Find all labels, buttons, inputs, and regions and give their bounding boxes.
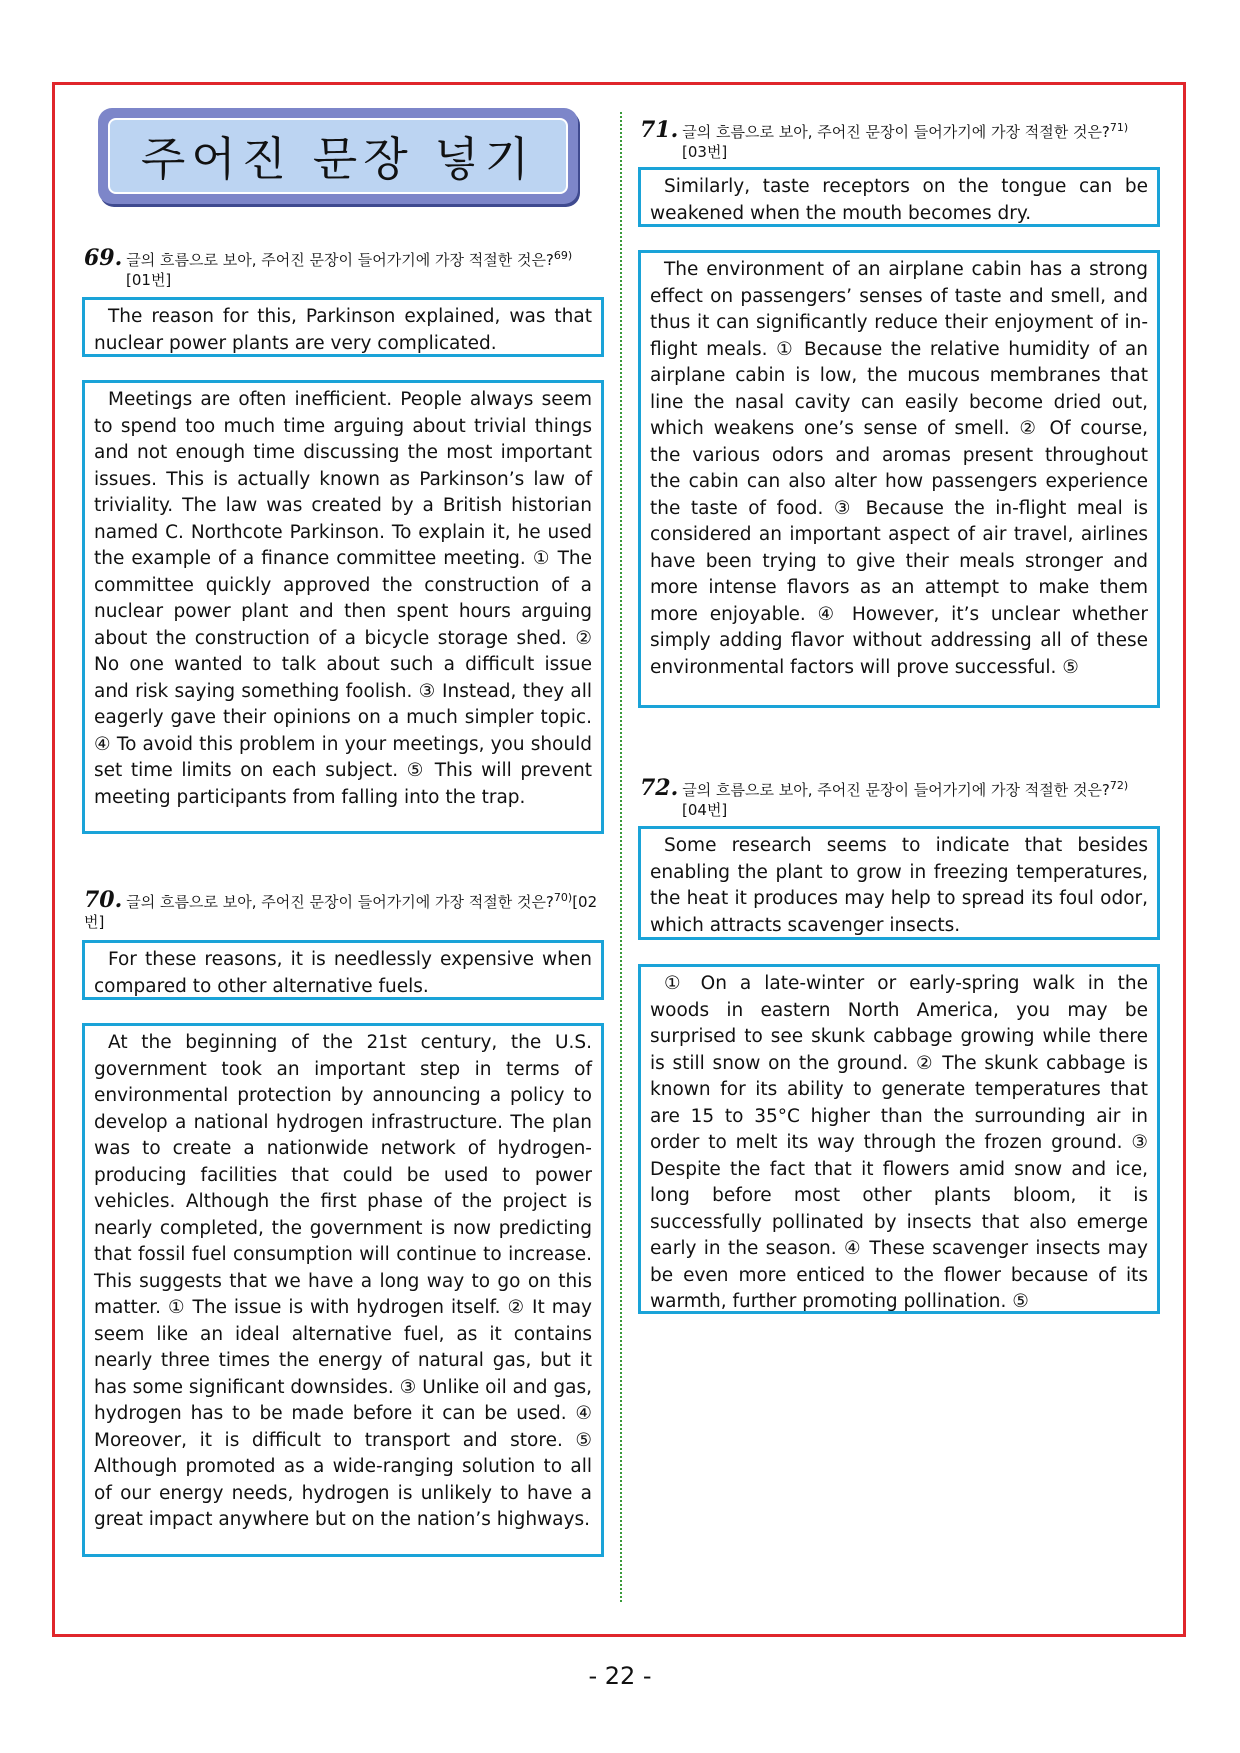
footnote-mark: 72) (1109, 779, 1129, 792)
question-tag: [04번] (682, 801, 728, 819)
footnote-mark: 70) (553, 891, 573, 904)
question-number: 72. (640, 775, 679, 801)
question-number: 71. (640, 117, 679, 143)
footnote-mark: 69) (553, 249, 573, 262)
section-title: 주어진 문장 넣기 (108, 118, 568, 194)
question-prompt: 글의 흐름으로 보아, 주어진 문장이 들어가기에 가장 적절한 것은? (126, 893, 554, 911)
question-prompt: 글의 흐름으로 보아, 주어진 문장이 들어가기에 가장 적절한 것은? (682, 123, 1110, 141)
question-70-header (84, 888, 610, 932)
passage-69: Meetings are often inefficient. People always seem to spend too much time arguing about trivial things and not enough time discussing the most important issues. This is actually known as Parkinson’s law of triviality. The law was created by a British historian named C. Northcote Parkinson. To explain it, he used the example of a finance committee meeting. ① The committee quickly approved the construction of a nuclear power plant and then spent hours arguing about the construction of a bicycle storage shed. ② No one wanted to talk about such a difficult issue and risk saying something foolish. ③ Instead, they all eagerly gave their opinions on a much simpler topic. ④ To avoid this problem in your meetings, you should set time limits on each subject. ⑤ This will prevent meeting participants from falling into the trap. (82, 380, 604, 834)
question-number: 70. (84, 887, 123, 913)
section-title-banner (98, 108, 578, 204)
question-71-header (640, 118, 1170, 162)
question-number: 69. (84, 245, 123, 271)
question-72-header (640, 776, 1170, 820)
given-sentence-71: Similarly, taste receptors on the tongue can be weakened when the mouth becomes dry. (638, 167, 1160, 227)
column-divider (620, 112, 622, 1602)
question-tag: [01번] (126, 271, 172, 289)
passage-70: At the beginning of the 21st century, the U.S. government took an important step in terms of environmental protection by announcing a policy to develop a national hydrogen infrastructure. The plan was to create a nationwide network of hydrogen-producing facilities that could be used to power vehicles. Although the first phase of the project is nearly completed, the government is now predicting that fossil fuel consumption will continue to increase. This suggests that we have a long way to go on this matter. ① The issue is with hydrogen itself. ② It may seem like an ideal alternative fuel, as it contains nearly three times the energy of natural gas, but it has some significant downsides. ③ Unlike oil and gas, hydrogen has to be made before it can be used. ④ Moreover, it is difficult to transport and store. ⑤ Although promoted as a wide-ranging solution to all of our energy needs, hydrogen is unlikely to have a great impact anywhere but on the nation’s highways. (82, 1023, 604, 1557)
question-69-header (84, 246, 610, 290)
given-sentence-70: For these reasons, it is needlessly expensive when compared to other alternative fuels. (82, 940, 604, 1000)
given-sentence-69: The reason for this, Parkinson explained, was that nuclear power plants are very complicated. (82, 297, 604, 357)
passage-72: ① On a late-winter or early-spring walk in the woods in eastern North America, you may be surprised to see skunk cabbage growing while there is still snow on the ground. ② The skunk cabbage is known for its ability to generate temperatures that are 15 to 35°C higher than the surrounding air in order to melt its way through the frozen ground. ③ Despite the fact that it flowers amid snow and ice, long before most other plants bloom, it is successfully pollinated by insects that also emerge early in the season. ④ These scavenger insects may be even more enticed to the flower because of its warmth, further promoting pollination. ⑤ (638, 964, 1160, 1314)
question-tag: [03번] (682, 143, 728, 161)
question-prompt: 글의 흐름으로 보아, 주어진 문장이 들어가기에 가장 적절한 것은? (682, 781, 1110, 799)
question-prompt: 글의 흐름으로 보아, 주어진 문장이 들어가기에 가장 적절한 것은? (126, 251, 554, 269)
passage-71: The environment of an airplane cabin has a strong effect on passengers’ senses of taste and smell, and thus it can significantly reduce their enjoyment of in-flight meals. ① Because the relative humidity of an airplane cabin is low, the mucous membranes that line the nasal cavity can easily become dried out, which weakens one’s sense of smell. ② Of course, the various odors and aromas present throughout the cabin can also alter how passengers experience the taste of food. ③ Because the in-flight meal is considered an important aspect of air travel, airlines have been trying to give their meals stronger and more intense flavors as an attempt to make them more enjoyable. ④ However, it’s unclear whether simply adding flavor without addressing all of these environmental factors will prove successful. ⑤ (638, 250, 1160, 708)
given-sentence-72: Some research seems to indicate that besides enabling the plant to grow in freezing temperatures, the heat it produces may help to spread its foul odor, which attracts scavenger insects. (638, 826, 1160, 940)
page-number: - 22 - (588, 1662, 652, 1690)
question-tag: [02번] (84, 893, 598, 931)
footnote-mark: 71) (1109, 121, 1129, 134)
